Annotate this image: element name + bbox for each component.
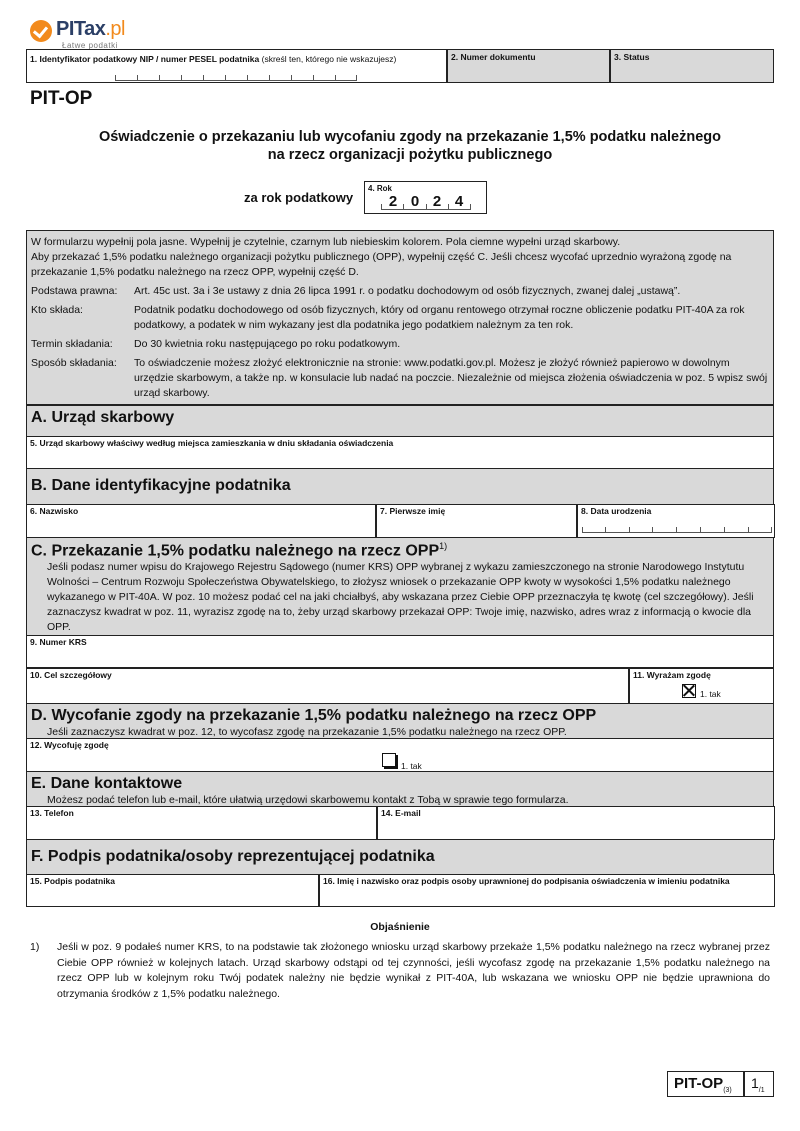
section-f-title: F. Podpis podatnika/osoby reprezentującej podatnika xyxy=(31,848,435,865)
info-key: Termin składania: xyxy=(31,338,113,350)
field-1-nip-pesel[interactable] xyxy=(26,49,447,83)
field-9-krs-number[interactable] xyxy=(26,635,774,668)
pitax-logo xyxy=(30,18,140,52)
info-key: Sposób składania: xyxy=(31,357,117,369)
nip-digit-boxes xyxy=(115,75,357,81)
field-6-label: 6. Nazwisko xyxy=(30,506,79,516)
page-title xyxy=(60,128,760,164)
info-row xyxy=(31,284,769,299)
info-value: Do 30 kwietnia roku następującego po roku podatkowym. xyxy=(134,338,401,350)
logo-suffix: .pl xyxy=(105,18,125,40)
section-a-title: A. Urząd skarbowy xyxy=(31,409,175,426)
title-line-2: na rzecz organizacji pożytku publicznego xyxy=(267,147,553,163)
birth-date-digit-boxes xyxy=(582,527,772,533)
section-c xyxy=(26,537,774,703)
field-8-birth-date[interactable] xyxy=(577,504,775,538)
section-c-note: Jeśli podasz numer wpisu do Krajowego Rejestru Sądowego (numer KRS) OPP wybranej z wykazu zamieszczonego na stronie Narodowego Instytutu Wolności – Centrum Rozwoju Społeczeństwa Obywatelskiego, to złożysz wniosek o przekazanie OPP kwoty w wysokości 1,5% podatku należnego wykazanego w PIT-40A. W poz. 10 możesz podać cel na jaki chciałbyś, aby wskazana przez Ciebie OPP przeznaczyła tę kwotę (cel szczegółowy). Jeśli zaznaczysz kwadrat w poz. 11, wyrazisz zgodę na to, żeby urząd skarbowy przekazał OPP: Twoje imię, nazwisko, adres wraz z informacją o kwocie dla OPP. xyxy=(47,561,754,634)
section-d xyxy=(26,703,774,771)
check-logo-icon xyxy=(30,20,52,42)
field-7-label: 7. Pierwsze imię xyxy=(380,506,446,516)
info-row xyxy=(31,303,769,333)
title-line-1: Oświadczenie o przekazaniu lub wycofaniu zgody na przekazanie 1,5% podatku należnego xyxy=(98,129,722,145)
field-3-status xyxy=(610,49,774,83)
field-12-withdraw-consent xyxy=(26,738,774,772)
footer-page: 1 xyxy=(751,1075,759,1091)
instructions-block xyxy=(26,230,774,405)
field-14-email[interactable] xyxy=(377,806,775,840)
field-4-year[interactable] xyxy=(364,181,487,214)
section-a xyxy=(26,405,774,468)
field-11-consent xyxy=(629,668,774,704)
form-code-title: PIT-OP xyxy=(30,88,93,109)
explanation-number: 1) xyxy=(30,941,40,953)
field-2-label: 2. Numer dokumentu xyxy=(451,52,536,62)
section-e-note: Możesz podać telefon lub e-mail, które ułatwią urzędowi skarbowemu kontakt z Tobą w sprawie tego formularza. xyxy=(47,794,569,806)
field-12-label: 12. Wycofuję zgodę xyxy=(30,740,109,750)
field-10-label: 10. Cel szczegółowy xyxy=(30,670,112,680)
field-8-label: 8. Data urodzenia xyxy=(581,506,652,516)
footer-code: PIT-OP xyxy=(674,1075,724,1092)
section-b-title: B. Dane identyfikacyjne podatnika xyxy=(31,477,291,494)
footer-version: (3) xyxy=(723,1087,732,1094)
field-1-note: (skreśl ten, którego nie wskazujesz) xyxy=(261,54,397,64)
info-value: Art. 45c ust. 3a i 3e ustawy z dnia 26 lipca 1991 r. o podatku dochodowym od osób fizycznych, zwanej dalej „ustawą”. xyxy=(134,285,681,297)
instruction-line-2: Aby przekazać 1,5% podatku należnego organizacji pożytku publicznego (OPP), wypełnij część C. Jeśli chcesz wycofać uprzednio wyrażoną zgodę na przekazanie 1,5% podatku należnego na rzecz OPP, wypełnij część D. xyxy=(31,251,732,278)
info-row xyxy=(31,337,769,352)
section-e xyxy=(26,771,774,839)
section-d-note: Jeśli zaznaczysz kwadrat w poz. 12, to wycofasz zgodę na przekazanie 1,5% podatku należnego na rzecz OPP. xyxy=(47,726,567,738)
consent-checkbox-checked[interactable] xyxy=(682,684,696,698)
year-digit: 0 xyxy=(410,193,420,210)
tax-year-prefix: za rok podatkowy xyxy=(244,190,354,205)
section-f xyxy=(26,839,774,906)
field-1-label: Identyfikator podatkowy NIP / numer PESEL podatnika xyxy=(39,54,260,64)
field-9-label: 9. Numer KRS xyxy=(30,637,87,647)
section-c-title: C. Przekazanie 1,5% podatku należnego na rzecz OPP xyxy=(31,542,440,560)
field-7-first-name[interactable] xyxy=(376,504,577,538)
footnote-ref: 1) xyxy=(439,541,448,551)
section-b xyxy=(26,468,774,537)
field-15-taxpayer-signature[interactable] xyxy=(26,874,319,907)
info-value: To oświadczenie możesz złożyć elektronicznie na stronie: www.podatki.gov.pl. Możesz je złożyć również papierowo w dowolnym urzędzie skarbowym, a także np. w konsulacie lub nadać na poczcie. Niezależnie od miejsca złożenia oświadczenia w poz. 5 wpisz swój urząd skarbowy. xyxy=(134,357,768,399)
field-4-label: 4. Rok xyxy=(368,184,393,193)
field-13-label: 13. Telefon xyxy=(30,808,74,818)
instruction-line-1: W formularzu wypełnij pola jasne. Wypełnij je czytelnie, czarnym lub niebieskim kolorem. Pola ciemne wypełni urząd skarbowy. xyxy=(31,236,621,248)
field-5-tax-office[interactable] xyxy=(26,436,774,469)
consent-option-label: 1. tak xyxy=(700,689,721,699)
section-e-title: E. Dane kontaktowe xyxy=(31,775,183,792)
year-digit: 2 xyxy=(432,193,442,210)
footer-form-code xyxy=(667,1071,744,1097)
footer-pages: /1 xyxy=(758,1086,765,1094)
year-digit: 4 xyxy=(454,193,464,210)
field-11-label: 11. Wyrażam zgodę xyxy=(633,670,711,680)
field-1-number: 1. xyxy=(30,54,38,64)
footer-page-number xyxy=(744,1071,774,1097)
logo-brand: PITax xyxy=(56,18,106,40)
info-value: Podatnik podatku dochodowego od osób fizycznych, który od organu rentowego otrzymał roczne obliczenie podatku PIT-40A za rok podatkowy, a podatek w nim wykazany jest dla podatnika jego podatkiem należnym za ten rok. xyxy=(134,304,745,331)
explanations-title: Objaśnienie xyxy=(370,921,430,933)
field-5-label: 5. Urząd skarbowy właściwy według miejsca zamieszkania w dniu składania oświadczenia xyxy=(30,438,394,448)
logo-tagline: Łatwe podatki xyxy=(62,41,118,50)
field-13-phone[interactable] xyxy=(26,806,377,840)
field-14-label: 14. E-mail xyxy=(381,808,421,818)
info-key: Kto składa: xyxy=(31,304,83,316)
field-10-detailed-purpose[interactable] xyxy=(26,668,629,704)
field-16-representative-signature[interactable] xyxy=(319,874,775,907)
field-3-label: 3. Status xyxy=(614,52,650,62)
field-15-label: 15. Podpis podatnika xyxy=(30,876,116,886)
withdraw-option-label: 1. tak xyxy=(401,761,422,771)
field-2-document-number xyxy=(447,49,610,83)
section-d-title: D. Wycofanie zgody na przekazanie 1,5% podatku należnego na rzecz OPP xyxy=(31,707,597,724)
info-key: Podstawa prawna: xyxy=(31,285,118,297)
explanation-item xyxy=(30,940,770,1002)
explanation-text: Jeśli w poz. 9 podałeś numer KRS, to na podstawie tak złożonego wniosku urząd skarbowy przekaże 1,5% podatku należnego na rzecz wybranej przez Ciebie OPP również w kolejnych latach. Urząd skarbowy odstąpi od tej czynności, jeśli wycofasz zgodę na przekazanie 1,5% podatku należnego na rzecz OPP lub w kolejnym roku Twój podatek należny nie będzie wynikał z PIT-40A, lub wskazana we wniosku OPP nie będzie uprawniona do otrzymania środków z 1,5% podatku należnego. xyxy=(57,941,770,1000)
year-digit: 2 xyxy=(388,193,398,210)
info-row xyxy=(31,356,769,401)
withdraw-checkbox[interactable] xyxy=(382,753,396,767)
field-16-label: 16. Imię i nazwisko oraz podpis osoby uprawnionej do podpisania oświadczenia w imieniu podatnika xyxy=(323,876,730,886)
field-6-surname[interactable] xyxy=(26,504,376,538)
